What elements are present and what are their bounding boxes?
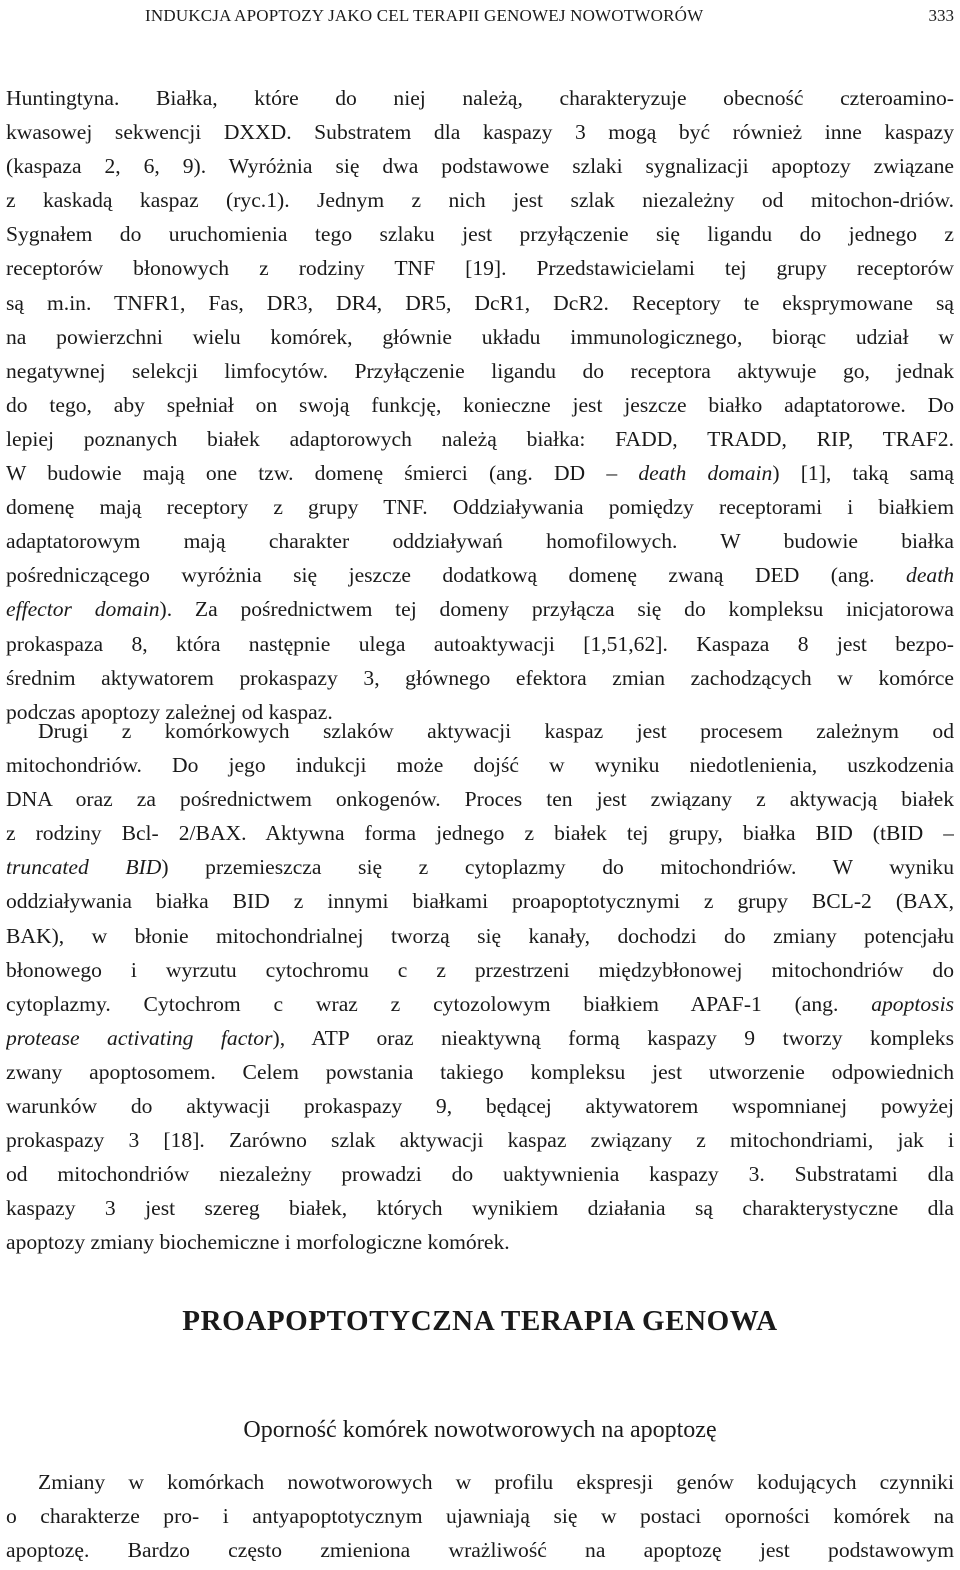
text-segment: cytoplazmy. Cytochrom c wraz z cytozolowym białkiem APAF-1 (ang. <box>6 991 872 1016</box>
text-line: od mitochondriów niezależny prowadzi do uaktywnienia kaspazy 3. Substratami dla <box>6 1162 954 1187</box>
text-line: o charakterze pro- i antyapoptotycznym ujawniają się w postaci oporności komórek na <box>6 1504 954 1529</box>
text-line: mitochondriów. Do jego indukcji może dojść w wyniku niedotlenienia, uszkodzenia <box>6 753 954 778</box>
text-line: oddziaływania białka BID z innymi białkami proapoptotycznymi z grupy BCL-2 (BAX, <box>6 889 954 914</box>
text-line: podczas apoptozy zależnej od kaspaz. <box>6 699 333 724</box>
text-line: błonowego i wyrzutu cytochromu c z przestrzeni międzybłonowej mitochondriów do <box>6 957 954 982</box>
italic-term: protease activating factor <box>6 1025 273 1050</box>
text-line: prokaspazy 3 [18]. Zarówno szlak aktywacji kaspaz związany z mitochondriami, jak i <box>6 1128 954 1153</box>
text-line <box>6 592 954 626</box>
text-line: Huntingtyna. Białka, które do niej należą, charakteryzuje obecność czteroamino- <box>6 86 954 110</box>
text-line: DNA oraz za pośrednictwem onkogenów. Proces ten jest związany z aktywacją białek <box>6 787 954 812</box>
text-segment: ), ATP oraz nieaktywną formą kaspazy 9 tworzy kompleks <box>272 1025 954 1050</box>
running-title: INDUKCJA APOPTOZY JAKO CEL TERAPII GENOWEJ NOWOTWORÓW <box>145 6 704 25</box>
text-line: kaspazy 3 jest szereg białek, których wynikiem działania są charakterystyczne dla <box>6 1196 954 1221</box>
text-line: średnim aktywatorem prokaspazy 3, głównego efektora zmian zachodzących w komórce <box>6 665 954 690</box>
text-line <box>6 987 954 1021</box>
page-header <box>0 4 960 30</box>
text-line <box>6 456 954 490</box>
page-number: 333 <box>928 6 954 25</box>
text-line: prokaspaza 8, która następnie ulega autoaktywacji [1,51,62]. Kaspaza 8 jest bezpo- <box>6 631 954 656</box>
text-line: zwany apoptosomem. Celem powstania takiego kompleksu jest utworzenie odpowiednich <box>6 1059 954 1084</box>
text-line: do tego, aby spełniał on swoją funkcję, konieczne jest jeszcze białko adaptatorowe. Do <box>6 392 954 417</box>
paragraph-caspase-extrinsic-pathway <box>6 81 954 729</box>
text-line: Sygnałem do uruchomienia tego szlaku jest przyłączenie się ligandu do jednego z <box>6 222 954 247</box>
text-line: Drugi z komórkowych szlaków aktywacji kaspaz jest procesem zależnym od <box>38 719 954 743</box>
text-line: BAK), w błonie mitochondrialnej tworzą się kanały, dochodzi do zmiany potencjału <box>6 923 954 948</box>
text-line: negatywnej selekcji limfocytów. Przyłączenie ligandu do receptora aktywuje go, jednak <box>6 358 954 383</box>
italic-term: effector domain <box>6 597 160 622</box>
subsection-heading: Oporność komórek nowotworowych na apoptozę <box>243 1417 717 1443</box>
text-line: z rodziny Bcl- 2/BAX. Aktywna forma jednego z białek tej grupy, białka BID (tBID – <box>6 821 954 846</box>
text-line: na powierzchni wielu komórek, głównie układu immunologicznego, biorąc udział w <box>6 324 954 349</box>
text-segment: ) [1], taką samą <box>772 461 954 486</box>
text-line: z kaskadą kaspaz (ryc.1). Jednym z nich jest szlak niezależny od mitochon-driów. <box>6 188 954 213</box>
text-line: apoptozę. Bardzo często zmieniona wrażliwość na apoptozę jest podstawowym <box>6 1538 954 1563</box>
italic-term: death <box>906 563 954 588</box>
text-line: apoptozy zmiany biochemiczne i morfologiczne komórek. <box>6 1230 510 1255</box>
text-line <box>6 850 954 884</box>
italic-term: apoptosis <box>871 991 954 1016</box>
text-line: (kaspaza 2, 6, 9). Wyróżnia się dwa podstawowe szlaki sygnalizacji apoptozy związane <box>6 154 954 179</box>
text-segment: ) przemieszcza się z cytoplazmy do mitochondriów. W wyniku <box>161 855 954 880</box>
text-line: lepiej poznanych białek adaptorowych należą białka: FADD, TRADD, RIP, TRAF2. <box>6 426 954 451</box>
paragraph-mitochondrial-pathway <box>6 714 954 1260</box>
text-segment: pośredniczącego wyróżnia się jeszcze dodatkową domenę zwaną DED (ang. <box>6 563 907 588</box>
text-line <box>6 1021 954 1055</box>
text-segment: ). Za pośrednictwem tej domeny przyłącza się do kompleksu inicjatorowa <box>159 597 954 622</box>
paragraph-apoptosis-resistance <box>6 1465 954 1567</box>
text-line: warunków do aktywacji prokaspazy 9, będącej aktywatorem wspomnianej powyżej <box>6 1094 954 1119</box>
text-line: są m.in. TNFR1, Fas, DR3, DR4, DR5, DcR1, DcR2. Receptory te eksprymowane są <box>6 290 954 315</box>
section-heading: PROAPOPTOTYCZNA TERAPIA GENOWA <box>182 1305 778 1337</box>
italic-term: truncated BID <box>6 855 162 880</box>
italic-term: death domain <box>638 461 773 486</box>
text-line: Zmiany w komórkach nowotworowych w profilu ekspresji genów kodujących czynniki <box>38 1470 954 1494</box>
text-line: domenę mają receptory z grupy TNF. Oddziaływania pomiędzy receptorami i białkiem <box>6 495 954 520</box>
text-line <box>6 558 954 592</box>
text-line: receptorów błonowych z rodziny TNF [19]. Przedstawicielami tej grupy receptorów <box>6 256 954 281</box>
text-segment: W budowie mają one tzw. domenę śmierci (ang. DD – <box>6 461 639 486</box>
text-line: kwasowej sekwencji DXXD. Substratem dla kaspazy 3 mogą być również inne kaspazy <box>6 120 954 145</box>
text-line: adaptatorowym mają charakter oddziaływań homofilowych. W budowie białka <box>6 529 954 554</box>
